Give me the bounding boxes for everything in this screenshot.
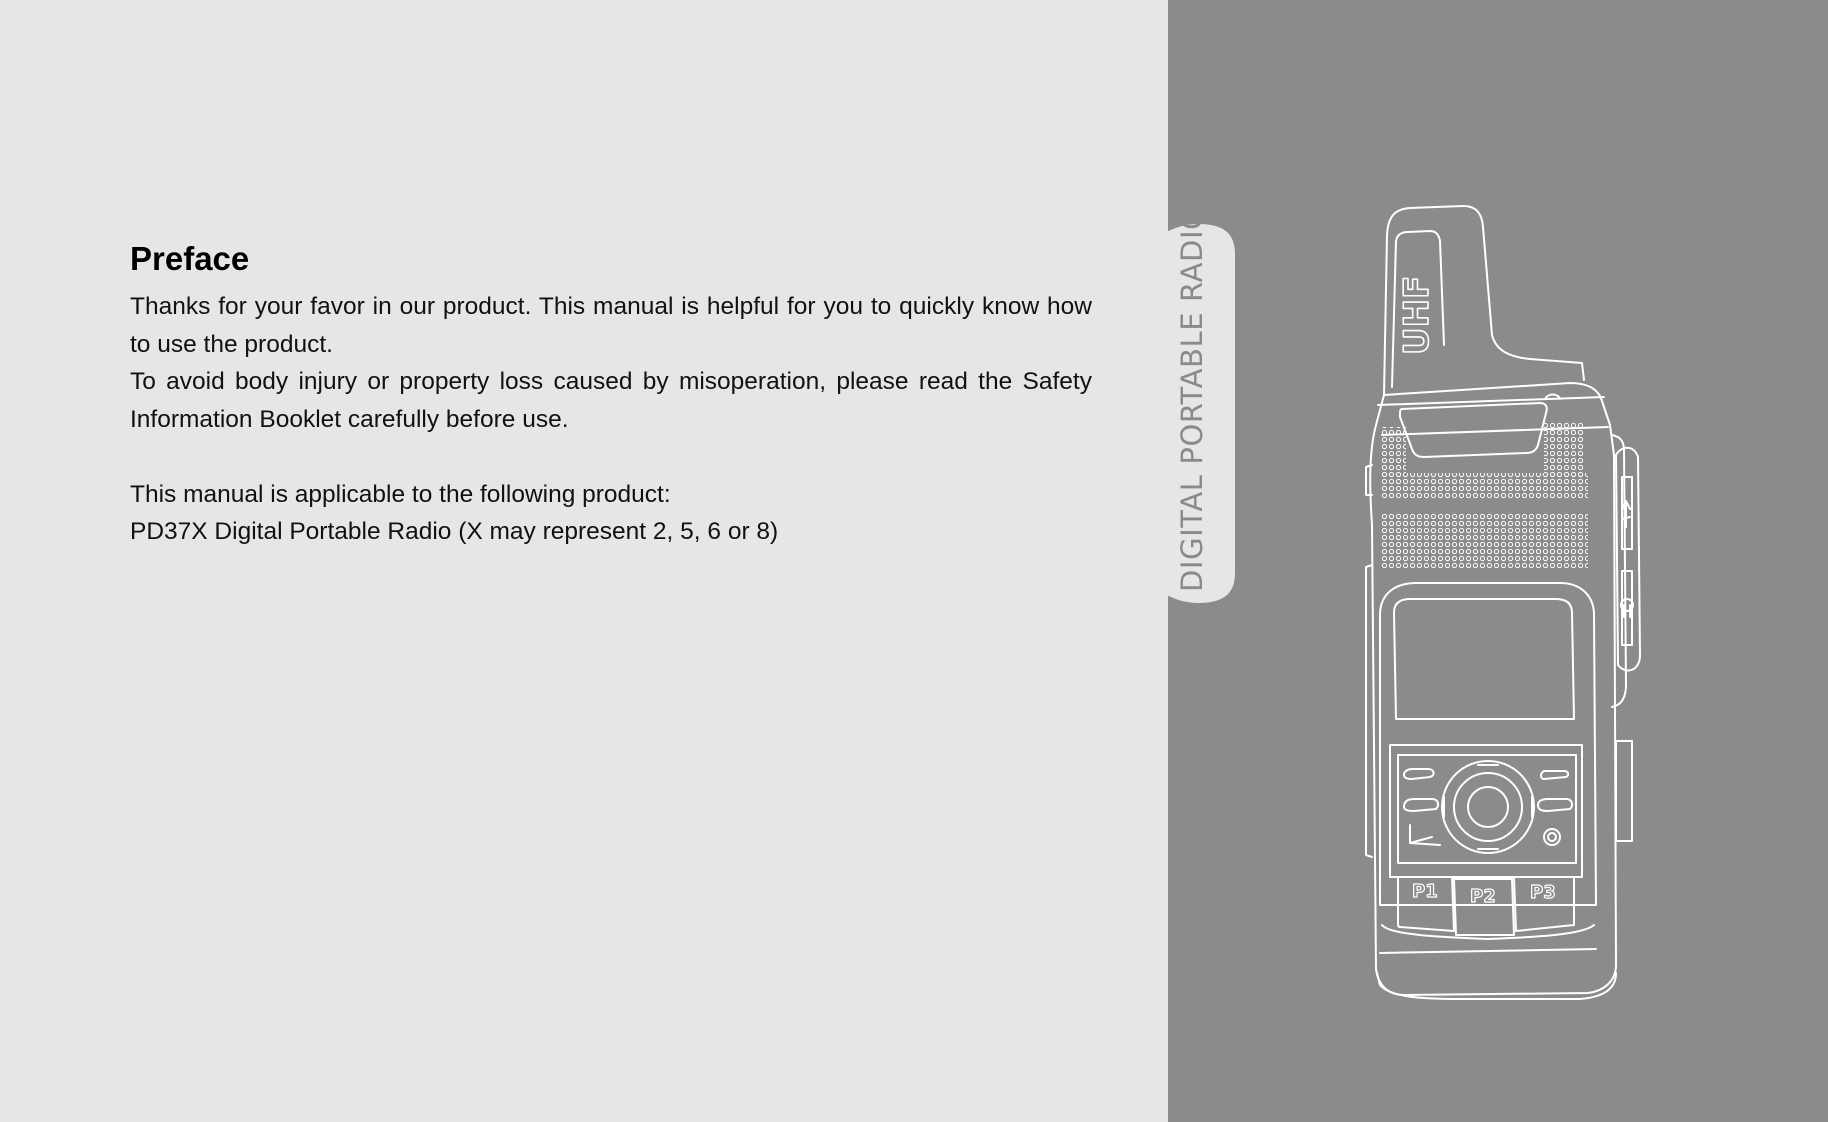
- product-model-paragraph: PD37X Digital Portable Radio (X may represent 2, 5, 6 or 8): [130, 518, 779, 545]
- key-p3-label: P3: [1530, 882, 1556, 903]
- speaker-grille-left: [1380, 427, 1406, 477]
- speaker-grille-right: [1544, 421, 1584, 477]
- page-title: Preface: [130, 240, 250, 277]
- side-ports: [1616, 448, 1640, 841]
- key-p2-label: P2: [1470, 886, 1496, 907]
- keypad: [1390, 745, 1582, 877]
- intro-paragraph: Thanks for your favor in our product. This manual is helpful for you to quickly know how to use the product.: [130, 293, 1092, 358]
- radio-illustration: [1360, 205, 1670, 1005]
- safety-paragraph: To avoid body injury or property loss caused by misoperation, please read the Safety Information Booklet carefully before use.: [130, 368, 1092, 433]
- antenna-label: UHF: [1397, 275, 1437, 355]
- speaker-grille-lower: [1380, 513, 1588, 569]
- preface-section: [130, 240, 1092, 551]
- speaker-grille-upper: [1380, 473, 1588, 499]
- key-p1-label: P1: [1412, 881, 1438, 902]
- tab-label-text: DIGITAL PORTABLE RADIO: [1175, 206, 1209, 592]
- applicability-paragraph: This manual is applicable to the following product:: [130, 480, 671, 508]
